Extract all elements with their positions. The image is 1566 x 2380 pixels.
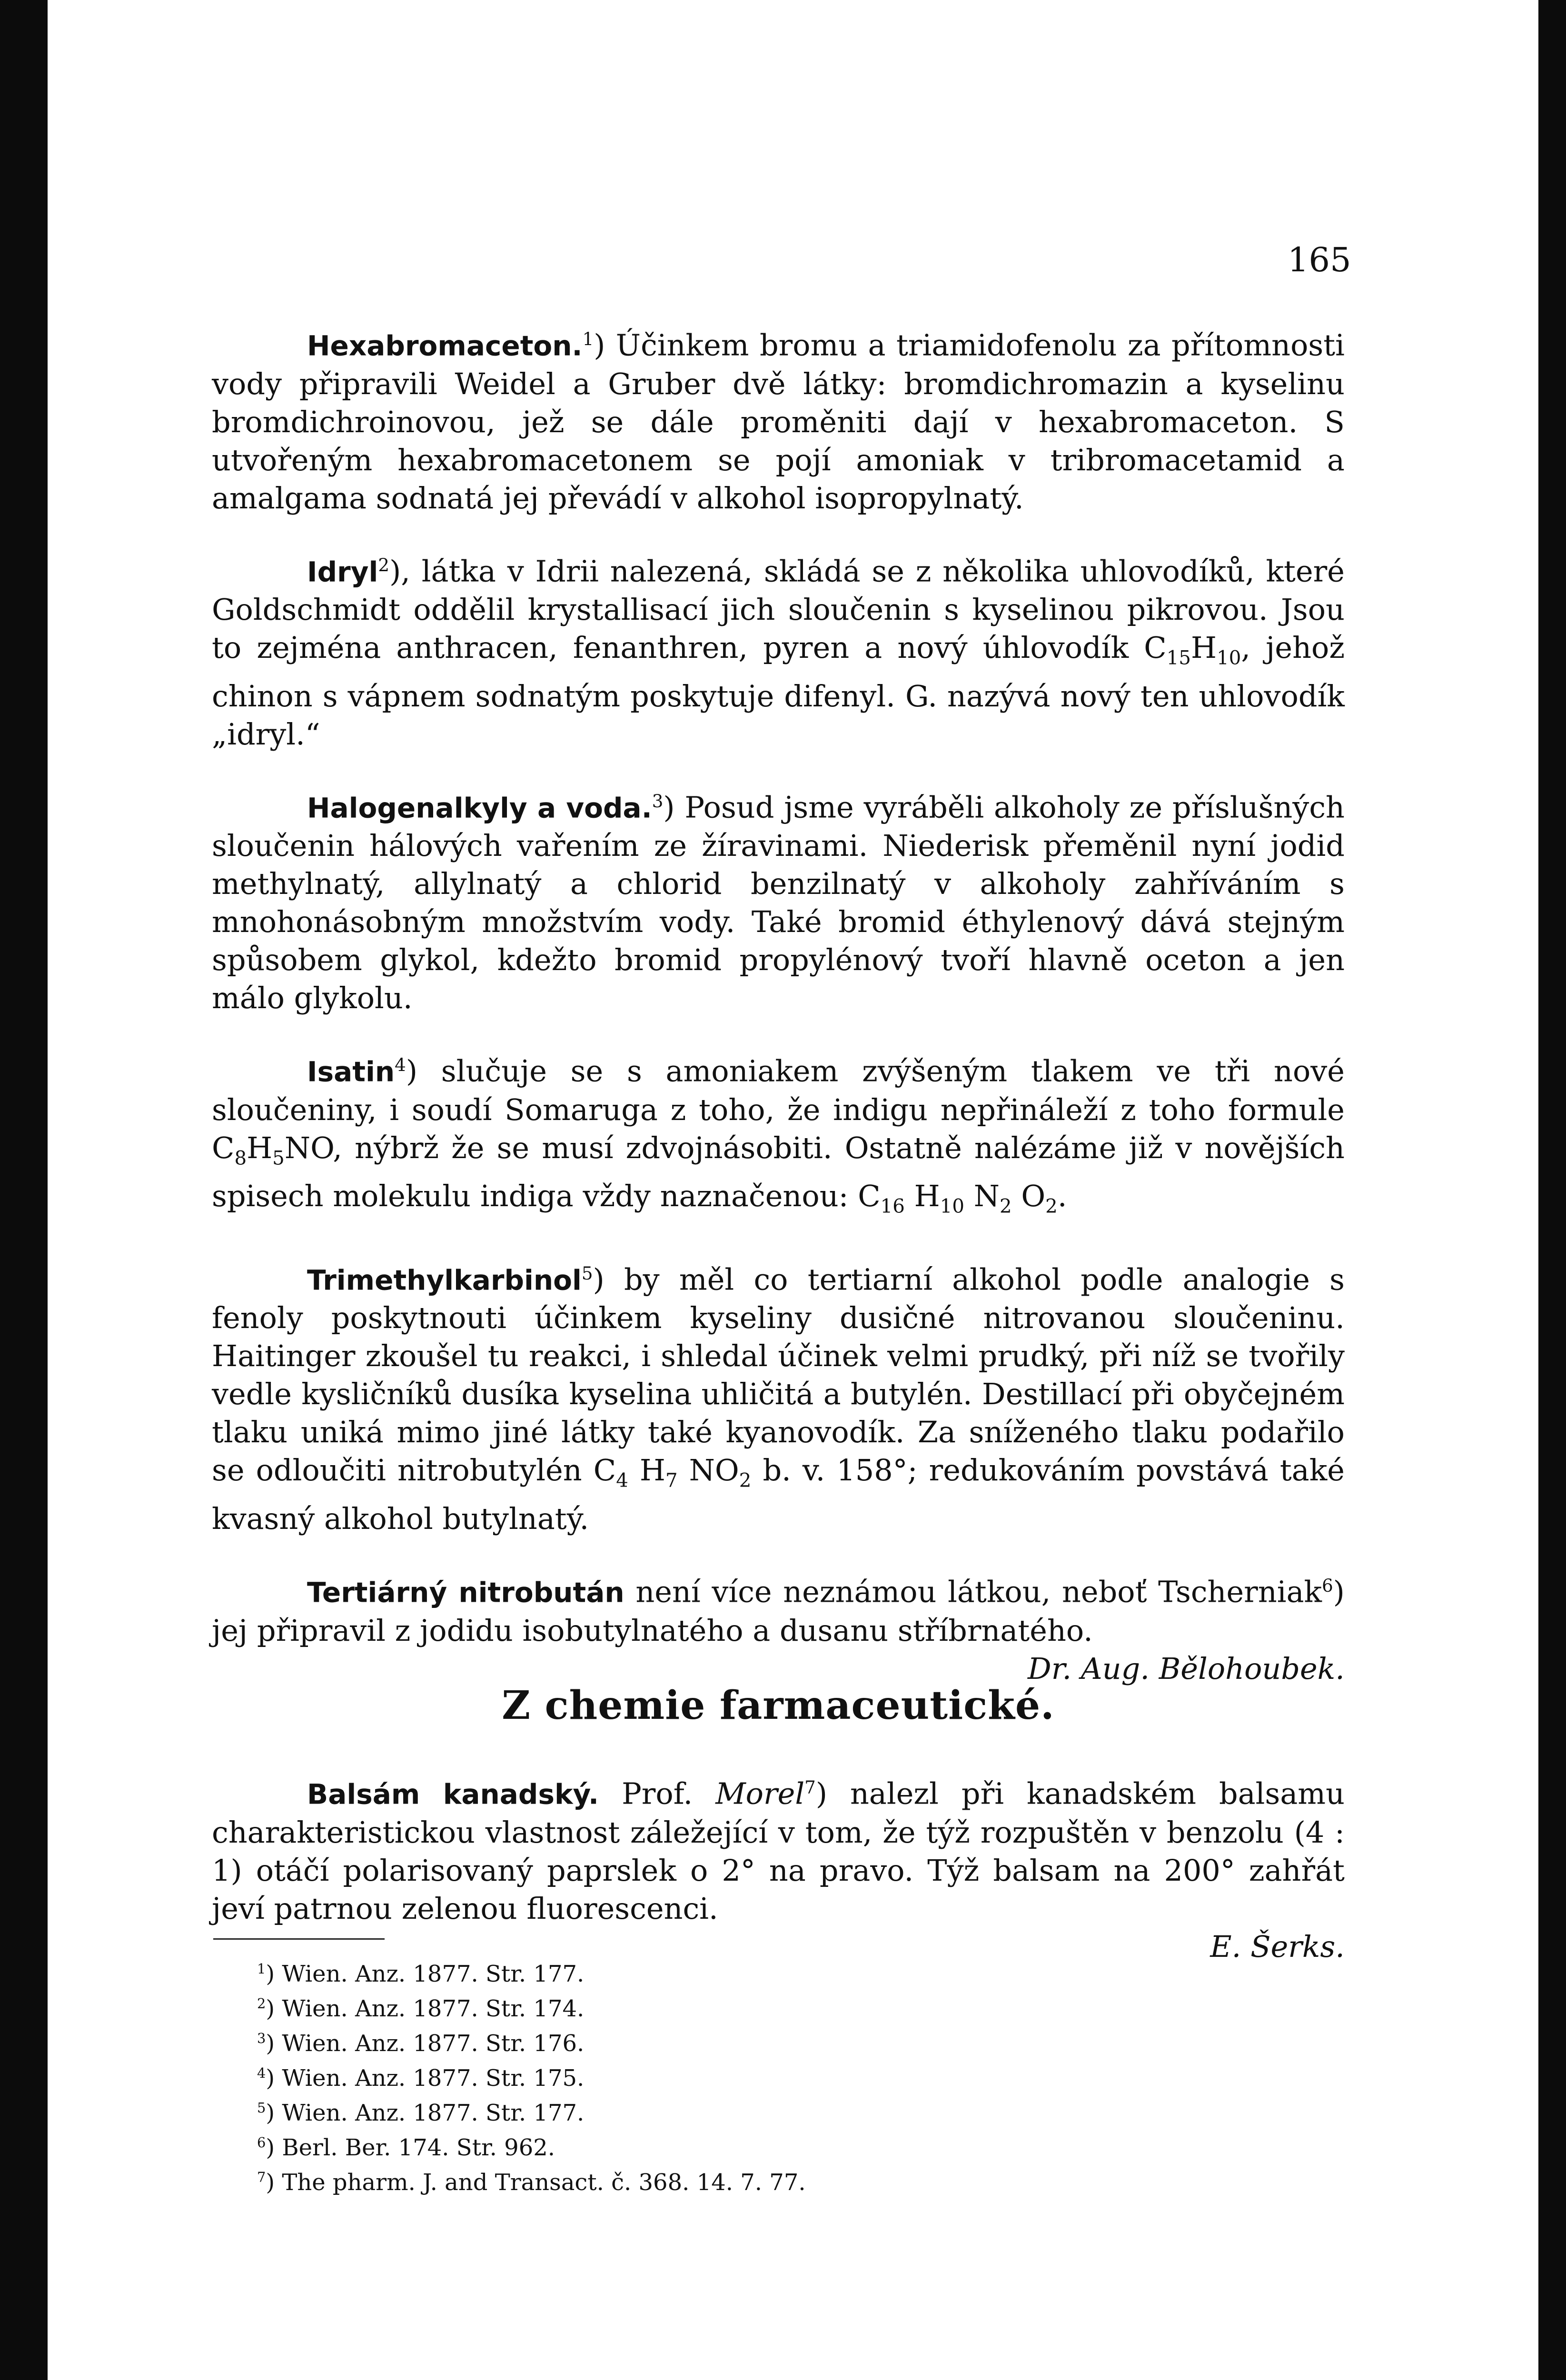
footnote-number: 2 bbox=[257, 1995, 266, 2012]
page-number: 165 bbox=[1288, 240, 1351, 279]
footnote-ref: 1 bbox=[582, 328, 594, 349]
footnote-ref: 5 bbox=[581, 1262, 593, 1284]
footnote-text: ) Wien. Anz. 1877. Str. 177. bbox=[266, 1961, 585, 1987]
pharma-section-body bbox=[212, 1768, 1345, 1966]
footnote-2 bbox=[257, 1989, 806, 2023]
formula-part: H bbox=[1191, 630, 1217, 665]
paragraph-text: ) by měl co tertiarní alkohol podle analogie s fenoly poskytnouti účinkem kyseliny dusičné nitrovanou sloučeninu. Haitinger zkoušel tu reakci, i shledal účinek velmi prudký, při níž se tvořily vedle kysličníků dusíka kyselina uhličitá a butylén. Destillací při obyčejném tlaku uniká mimo jiné látky také kyanovodík. Za sníženého tlaku podařilo se odloučiti nitrobutylén C bbox=[212, 1262, 1345, 1488]
formula-part: NO bbox=[677, 1453, 739, 1488]
formula-subscript: 7 bbox=[665, 1469, 678, 1492]
formula-subscript: 4 bbox=[616, 1469, 628, 1492]
footnote-ref: 6 bbox=[1322, 1575, 1333, 1596]
footnote-number: 3 bbox=[257, 2030, 266, 2046]
paragraph-isatin bbox=[212, 1046, 1345, 1225]
footnote-number: 1 bbox=[257, 1961, 266, 1977]
footnote-number: 7 bbox=[257, 2169, 266, 2185]
paragraph-text: Prof. bbox=[599, 1776, 716, 1811]
footnote-ref: 4 bbox=[395, 1054, 406, 1076]
article-body bbox=[212, 320, 1345, 1688]
paragraph-text: ) Účinkem bromu a triamidofenolu za přítomnosti vody připravili Weidel a Gruber dvě látky: bromdichromazin a kyselinu bromdichroinovou, jež se dále proměniti dají v hexabromaceton. S utvořeným hexabromacetonem se pojí amoniak v tribromacetamid a amalgama sodnatá jej převádí v alkohol isopropylnatý. bbox=[212, 327, 1345, 516]
paragraph-halogenalkyly bbox=[212, 782, 1345, 1018]
footnote-text: ) Wien. Anz. 1877. Str. 176. bbox=[266, 2030, 585, 2057]
paragraph-text: ) slučuje se s amoniakem zvýšeným tlakem ve tři nové sloučeniny, i soudí Somaruga z toho, že indigu nepřináleží z toho formule C bbox=[212, 1054, 1345, 1166]
footnote-5 bbox=[257, 2093, 806, 2128]
paragraph-balsam bbox=[212, 1768, 1345, 1928]
footnote-text: ) The pharm. J. and Transact. č. 368. 14. 7. 77. bbox=[266, 2169, 806, 2196]
paragraph-nitrobutan bbox=[212, 1567, 1345, 1650]
formula-subscript: 2 bbox=[1045, 1195, 1058, 1218]
term-isatin: Isatin bbox=[307, 1056, 395, 1089]
footnote-number: 5 bbox=[257, 2100, 266, 2116]
footnote-1 bbox=[257, 1954, 806, 1989]
formula-subscript: 15 bbox=[1166, 646, 1191, 669]
footnote-text: ) Berl. Ber. 174. Str. 962. bbox=[266, 2134, 555, 2161]
formula-subscript: 8 bbox=[234, 1147, 247, 1170]
paragraph-trimethylkarbinol bbox=[212, 1254, 1345, 1538]
formula-part: O bbox=[1011, 1179, 1046, 1214]
footnote-number: 6 bbox=[257, 2134, 266, 2151]
formula-part: H bbox=[628, 1453, 665, 1488]
section-heading: Z chemie farmaceutické. bbox=[502, 1683, 1055, 1728]
formula-subscript: 2 bbox=[739, 1469, 752, 1492]
scan-edge-left bbox=[0, 0, 48, 2380]
paragraph-text: . bbox=[1057, 1179, 1067, 1214]
scan-edge-right bbox=[1538, 0, 1566, 2380]
signature-serks: E. Šerks. bbox=[1210, 1929, 1345, 1964]
paragraph-text: , jehož chinon s vápnem sodnatým poskytuje difenyl. G. nazývá nový ten uhlovodík „idryl.“ bbox=[212, 630, 1345, 752]
footnote-text: ) Wien. Anz. 1877. Str. 174. bbox=[266, 1995, 585, 2022]
formula-part: H bbox=[247, 1130, 273, 1166]
term-balsam: Balsám kanadský. bbox=[307, 1778, 599, 1811]
footnote-7 bbox=[257, 2162, 806, 2197]
formula-subscript: 10 bbox=[1217, 646, 1241, 669]
paragraph-text: b. v. 158°; redukováním povstává také kvasný alkohol butylnatý. bbox=[212, 1453, 1345, 1536]
paragraph-text: NO, nýbrž že se musí zdvojnásobiti. Ostatně nalézáme již v novějších spisech molekulu indiga vždy naznačenou: C bbox=[212, 1130, 1345, 1214]
footnote-4 bbox=[257, 2058, 806, 2093]
paragraph-idryl bbox=[212, 546, 1345, 754]
term-idryl: Idryl bbox=[307, 555, 378, 588]
formula-subscript: 5 bbox=[272, 1147, 285, 1170]
footnote-ref: 7 bbox=[804, 1777, 816, 1798]
paragraph-text: není více neznámou látkou, neboť Tscherniak bbox=[624, 1574, 1322, 1609]
footnote-3 bbox=[257, 2023, 806, 2058]
paragraph-text: ) jej připravil z jodidu isobutylnatého a dusanu stříbrnatého. bbox=[212, 1574, 1345, 1648]
footnote-ref: 2 bbox=[378, 554, 390, 575]
term-halogenalkyly: Halogenalkyly a voda. bbox=[307, 792, 652, 824]
term-trimethylkarbinol: Trimethylkarbinol bbox=[307, 1264, 582, 1297]
author-name: Morel bbox=[715, 1776, 805, 1811]
paragraph-text: ) Posud jsme vyráběli alkoholy ze příslušných sloučenin hálových vařením ze žíravinami. Niederisk přeměnil nyní jodid methylnatý, allylnatý a chlorid benzilnatý v alkoholy zahříváním s mnohonásobným množstvím vody. Také bromid éthylenový dává stejným spůsobem glykol, kdežto bromid propylénový tvoří hlavně oceton a jen málo glykolu. bbox=[212, 790, 1345, 1016]
formula-subscript: 10 bbox=[940, 1195, 965, 1218]
footnotes bbox=[257, 1954, 806, 2197]
footnote-text: ) Wien. Anz. 1877. Str. 175. bbox=[266, 2065, 585, 2092]
formula-part: H bbox=[904, 1179, 940, 1214]
term-hexabromaceton: Hexabromaceton. bbox=[307, 329, 583, 362]
footnote-text: ) Wien. Anz. 1877. Str. 177. bbox=[266, 2100, 585, 2126]
formula-subscript: 2 bbox=[999, 1195, 1012, 1218]
footnote-number: 4 bbox=[257, 2065, 266, 2081]
formula-subscript: 16 bbox=[880, 1195, 905, 1218]
footnote-6 bbox=[257, 2128, 806, 2162]
paragraph-text: ) nalezl při kanadském balsamu charakteristickou vlastnost záležející v tom, že týž rozpuštěn v benzolu (4 : 1) otáčí polarisovaný paprslek o 2° na pravo. Týž balsam na 200° zahřát jeví patrnou zelenou fluorescenci. bbox=[212, 1776, 1345, 1926]
term-nitrobutan: Tertiárný nitrobután bbox=[307, 1576, 624, 1609]
formula-part: N bbox=[964, 1179, 1000, 1214]
signature-belohoubek: Dr. Aug. Bělohoubek. bbox=[1027, 1651, 1345, 1686]
paragraph-text: ), látka v Idrii nalezená, skládá se z několika uhlovodíků, které Goldschmidt oddělil krystallisací jich sloučenin s kyselinou pikrovou. Jsou to zejména anthracen, fenanthren, pyren a nový úhlovodík C bbox=[212, 554, 1345, 665]
footnote-divider bbox=[213, 1938, 385, 1940]
footnote-ref: 3 bbox=[652, 790, 664, 812]
paragraph-hexabromaceton bbox=[212, 320, 1345, 517]
